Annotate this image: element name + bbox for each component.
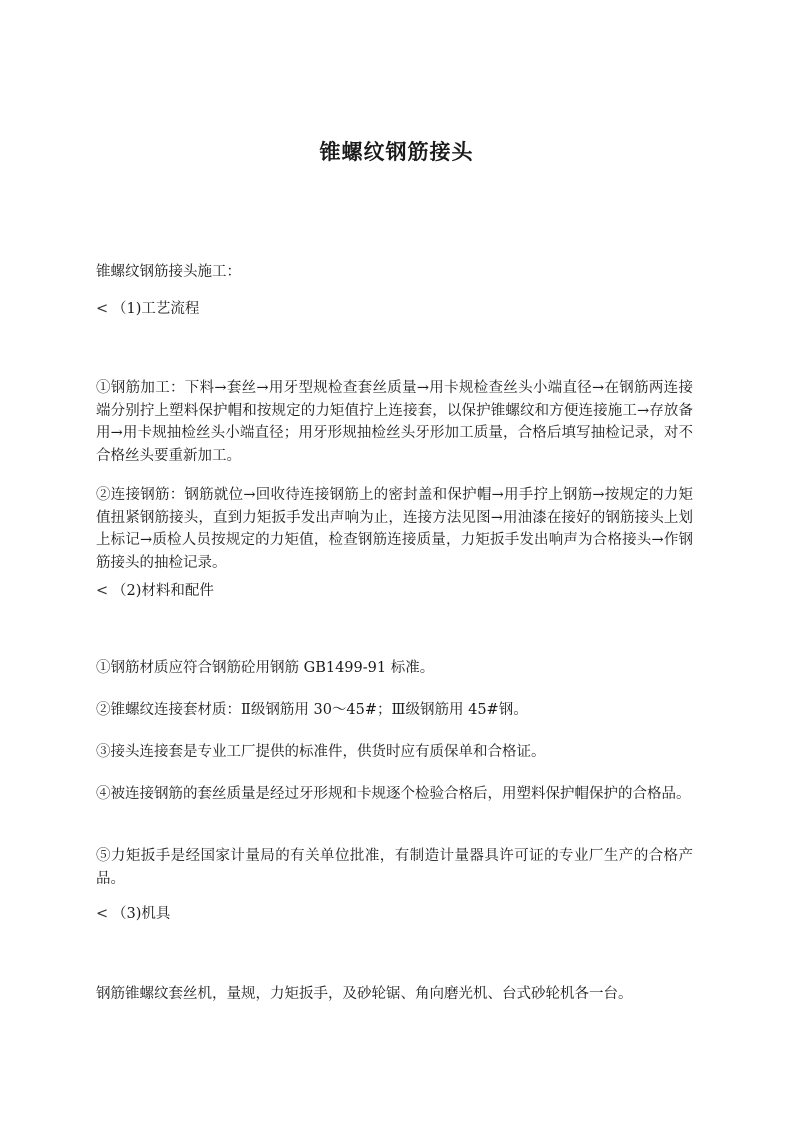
paragraph-rebar-connection: ②连接钢筋：钢筋就位→回收待连接钢筋上的密封盖和保护帽→用手拧上钢筋→按规定的力矩值扭紧钢筋接头，直到力矩扳手发出声响为止，连接方法见图→用油漆在接好的钢筋接头上划上标记→质检人员按规定的力矩值，检查钢筋连接质量，力矩扳手发出响声为合格接头→作钢筋接头的抽检记录。 <box>96 487 693 571</box>
section-heading-label: （1)工艺流程 <box>112 301 200 317</box>
page-title: 锥螺纹钢筋接头 <box>319 140 474 164</box>
section-heading-label: （2)材料和配件 <box>112 583 214 599</box>
paragraph-material-4: ④被连接钢筋的套丝质量是经过牙形规和卡规逐个检验合格后，用塑料保护帽保护的合格品。 <box>96 786 691 802</box>
section-heading-process <box>96 298 199 320</box>
paragraph-tools: 钢筋锥螺纹套丝机，量规，力矩扳手，及砂轮锯、角向磨光机、台式砂轮机各一台。 <box>96 986 633 1002</box>
paragraph-material-1: ①钢筋材质应符合钢筋砼用钢筋 GB1499-91 标准。 <box>96 660 435 676</box>
chevron-left-icon: < <box>96 906 109 922</box>
paragraph-material-5: ⑤力矩扳手是经国家计量局的有关单位批准，有制造计量器具许可证的专业厂生产的合格产品。 <box>96 848 693 887</box>
section-heading-materials <box>96 580 214 602</box>
paragraph-material-2: ②锥螺纹连接套材质：Ⅱ级钢筋用 30～45#；Ⅲ级钢筋用 45#钢。 <box>96 702 528 718</box>
paragraph-material-3: ③接头连接套是专业工厂提供的标准件，供货时应有质保单和合格证。 <box>96 744 546 760</box>
section-heading-label: （3)机具 <box>112 906 171 922</box>
paragraph-rebar-processing: ①钢筋加工：下料→套丝→用牙型规检查套丝质量→用卡规检查丝头小端直径→在钢筋两连接端分别拧上塑料保护帽和按规定的力矩值拧上连接套，以保护锥螺纹和方便连接施工→存放备用→用卡规抽检丝头小端直径；用牙形规抽检丝头牙形加工质量，合格后填写抽检记录，对不合格丝头要重新加工。 <box>96 380 693 464</box>
section-heading-tools <box>96 903 170 925</box>
chevron-left-icon: < <box>96 301 109 317</box>
intro-text: 锥螺纹钢筋接头施工： <box>96 264 241 280</box>
chevron-left-icon: < <box>96 583 109 599</box>
